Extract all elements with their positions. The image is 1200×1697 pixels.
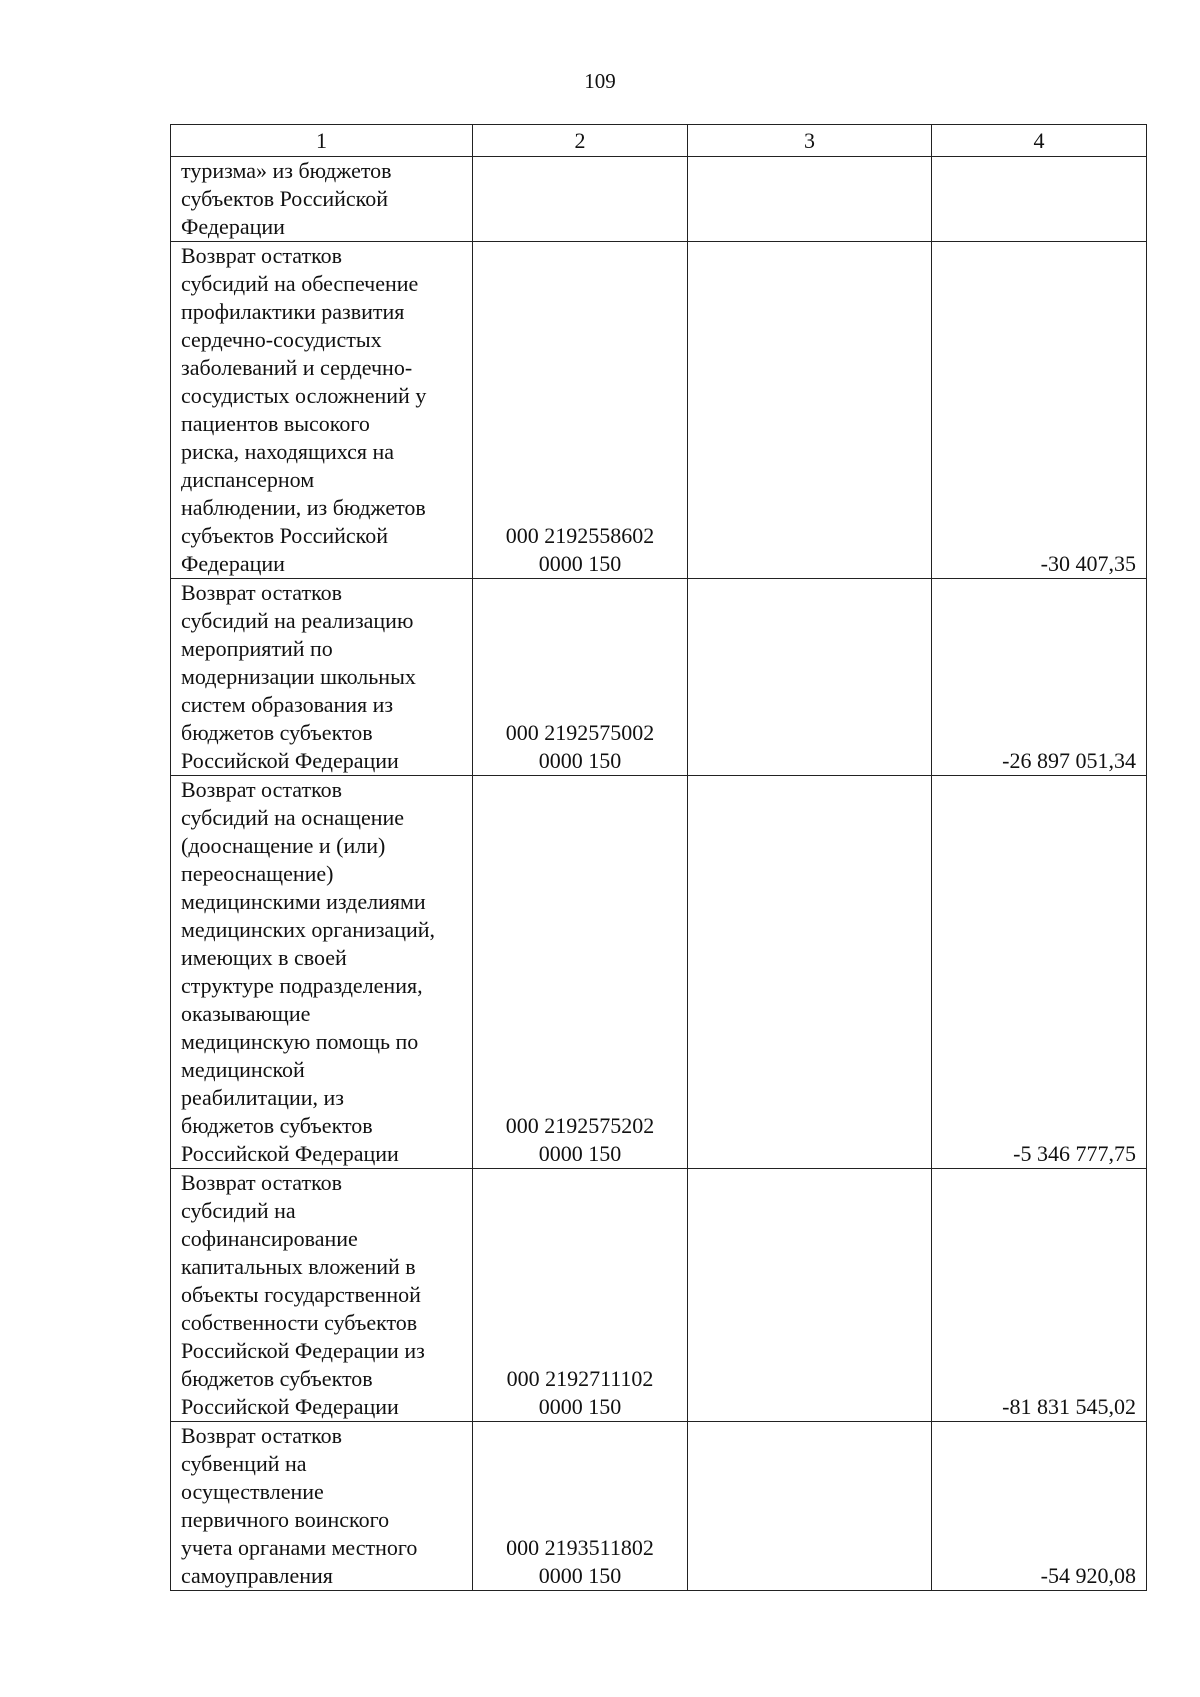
row-code — [473, 157, 688, 242]
row-code: 000 2192558602 0000 150 — [473, 242, 688, 579]
table-row — [171, 157, 1147, 242]
column-header: 2 — [473, 125, 688, 157]
page-number: 109 — [584, 69, 616, 93]
row-description: Возврат остатков субвенций на осуществление первичного воинского учета органами местного самоуправления — [171, 1422, 473, 1591]
table-row — [171, 776, 1147, 1169]
row-description: Возврат остатков субсидий на обеспечение профилактики развития сердечно-сосудистых заболеваний и сердечно- сосудистых осложнений у пациентов высокого риска, находящихся на диспансерном наблюдении, из бюджетов субъектов Российской Федерации — [171, 242, 473, 579]
budget-table — [170, 124, 1147, 1591]
column-header: 4 — [932, 125, 1147, 157]
row-col3 — [688, 579, 932, 776]
row-col3 — [688, 1169, 932, 1422]
row-code: 000 2193511802 0000 150 — [473, 1422, 688, 1591]
row-col3 — [688, 776, 932, 1169]
column-header: 3 — [688, 125, 932, 157]
table-row — [171, 1169, 1147, 1422]
row-description: Возврат остатков субсидий на софинансирование капитальных вложений в объекты государственной собственности субъектов Российской Федерации из бюджетов субъектов Российской Федерации — [171, 1169, 473, 1422]
row-description: туризма» из бюджетов субъектов Российской Федерации — [171, 157, 473, 242]
table-row — [171, 1422, 1147, 1591]
table-header-row — [171, 125, 1147, 157]
row-amount: -30 407,35 — [932, 242, 1147, 579]
row-col3 — [688, 242, 932, 579]
row-col3 — [688, 157, 932, 242]
row-col3 — [688, 1422, 932, 1591]
table-row — [171, 579, 1147, 776]
row-description: Возврат остатков субсидий на оснащение (дооснащение и (или) переоснащение) медицинскими изделиями медицинских организаций, имеющих в своей структуре подразделения, оказывающие медицинскую помощь по медицинской реабилитации, из бюджетов субъектов Российской Федерации — [171, 776, 473, 1169]
row-description: Возврат остатков субсидий на реализацию мероприятий по модернизации школьных систем образования из бюджетов субъектов Российской Федерации — [171, 579, 473, 776]
table-row — [171, 242, 1147, 579]
row-amount — [932, 157, 1147, 242]
row-code: 000 2192575002 0000 150 — [473, 579, 688, 776]
row-code: 000 2192575202 0000 150 — [473, 776, 688, 1169]
row-code: 000 2192711102 0000 150 — [473, 1169, 688, 1422]
column-header: 1 — [171, 125, 473, 157]
row-amount: -26 897 051,34 — [932, 579, 1147, 776]
row-amount: -81 831 545,02 — [932, 1169, 1147, 1422]
row-amount: -54 920,08 — [932, 1422, 1147, 1591]
row-amount: -5 346 777,75 — [932, 776, 1147, 1169]
